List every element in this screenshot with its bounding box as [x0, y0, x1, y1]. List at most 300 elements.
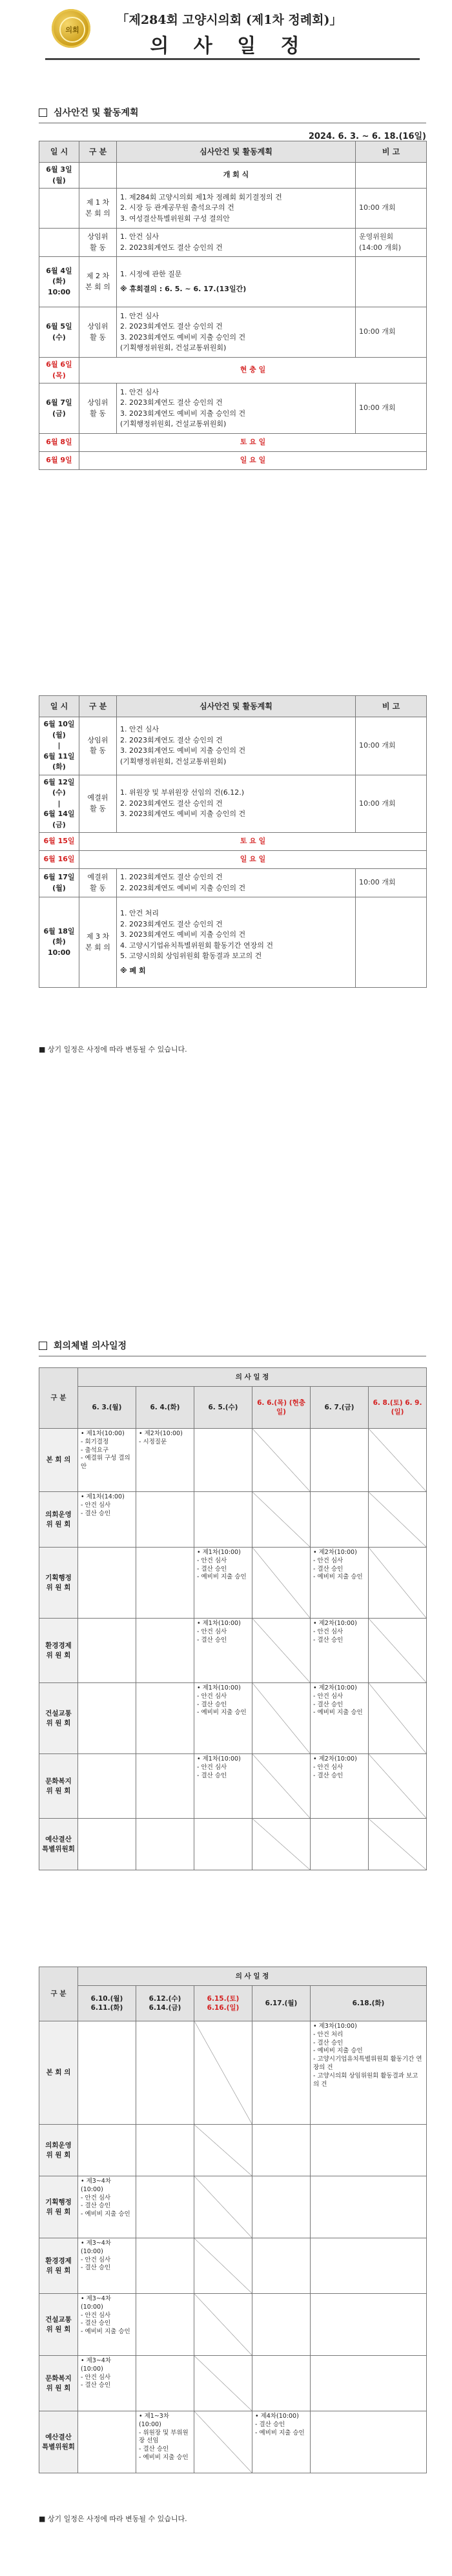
session-cell — [136, 2021, 194, 2125]
date-text: (금) — [52, 820, 66, 829]
session-cell — [194, 1429, 252, 1492]
column-header: 비 고 — [356, 141, 427, 163]
session-line: - 위원장 및 부위원장 선임 — [139, 2429, 189, 2445]
no-session-cell — [369, 1754, 427, 1819]
committee-name: 본 회 의 — [39, 2021, 78, 2125]
date-text: 6월 8일 — [46, 438, 72, 447]
section-heading-agenda — [39, 105, 138, 120]
session-cell — [78, 2356, 136, 2411]
date-text: 6월 12일 — [43, 777, 75, 786]
no-session-cell — [369, 1683, 427, 1754]
session-cell — [136, 1619, 194, 1683]
session-cell — [194, 1548, 252, 1619]
kind-text: 상임위 — [87, 398, 108, 407]
committee-row — [39, 2021, 427, 2125]
session-line: - 결산 승인 — [81, 2264, 111, 2272]
agenda-item: (기획행정위원회, 건설교통위원회) — [120, 757, 227, 766]
session-cell — [252, 2411, 311, 2473]
no-session-cell — [194, 2294, 252, 2356]
agenda-item: 1. 제284회 고양시의회 제1차 정례회 회기결정의 건 — [120, 192, 282, 201]
date-text: 6월 7일 — [46, 398, 72, 407]
note-cell — [356, 189, 427, 229]
session-cell — [311, 1548, 369, 1619]
day-header: 6. 8.(토) 6. 9.(일) — [369, 1387, 427, 1429]
agenda-item: 2. 시장 등 관계공무원 출석요구의 건 — [120, 203, 234, 212]
note-text: (14:00 개회) — [359, 243, 402, 252]
date-text: 6월 11일 — [43, 751, 75, 761]
committee-row — [39, 2176, 427, 2238]
no-session-cell — [252, 1683, 311, 1754]
no-session-cell — [252, 1819, 311, 1870]
session-line: - 안건 처리 — [313, 2030, 344, 2038]
section-title: 심사안건 및 활동계획 — [54, 108, 139, 118]
session-line: - 안건 심사 — [313, 1628, 344, 1635]
kind-text: 제 3 차 — [86, 932, 110, 941]
kind-cell — [79, 229, 117, 257]
day-header: 6.18.(화) — [311, 1986, 427, 2021]
session-cell — [311, 1429, 369, 1492]
session-line: - 안건 심사 — [313, 1692, 344, 1700]
committee-row — [39, 1754, 427, 1819]
agenda-items-cell — [117, 897, 356, 988]
session-line: - 안건 심사 — [81, 1501, 111, 1509]
session-cell — [136, 1548, 194, 1619]
kind-cell — [79, 163, 117, 189]
session-line: - 결산 승인 — [313, 1772, 344, 1779]
council-seal-logo — [52, 9, 90, 48]
session-cell — [311, 2125, 427, 2176]
date-cell — [39, 163, 79, 189]
session-line: - 결산 승인 — [255, 2420, 285, 2428]
kind-cell — [79, 189, 117, 229]
no-session-cell — [252, 1429, 311, 1492]
session-line: - 시정질문 — [139, 1438, 167, 1446]
committee-name: 문화복지 위 원 회 — [39, 1754, 78, 1819]
agenda-item: 2. 2023회계연도 결산 승인의 건 — [120, 398, 223, 407]
square-bullet-icon — [39, 108, 47, 117]
session-line: • 제4차(10:00) — [255, 2413, 299, 2420]
committee-name: 예산결산 특별위원회 — [39, 1819, 78, 1870]
session-line: - 예비비 지출 승인 — [313, 1709, 363, 1717]
committee-row — [39, 2356, 427, 2411]
kind-text: 활 동 — [90, 804, 106, 813]
agenda-item: 3. 2023회계연도 예비비 지출 승인의 건 — [120, 409, 246, 418]
committee-name: 문화복지 위 원 회 — [39, 2356, 78, 2411]
session-cell — [252, 2021, 311, 2125]
committee-name: 기획행정 위 원 회 — [39, 1548, 78, 1619]
session-line: - 예비비 지출 승인 — [81, 2328, 130, 2336]
note-text: 10:00 개회 — [359, 327, 396, 336]
holiday-label-cell — [79, 452, 427, 470]
agenda-item: 5. 고양시의회 상임위원회 활동결과 보고의 건 — [120, 952, 262, 960]
agenda-item: 2. 2023회계연도 결산 승인의 건 — [120, 735, 223, 744]
agenda-item: 개 회 식 — [223, 170, 249, 179]
date-text: (화) — [52, 277, 66, 286]
committee-name: 의회운영 위 원 회 — [39, 2125, 78, 2176]
schedule-row — [39, 869, 427, 897]
session-cell — [78, 2294, 136, 2356]
agenda-item: 3. 여성결산특별위원회 구성 결의안 — [120, 214, 230, 223]
session-line: - 안건 심사 — [313, 1763, 344, 1771]
kind-text: 활 동 — [90, 883, 106, 892]
date-text: (금) — [52, 409, 66, 418]
holiday-label-cell — [79, 851, 427, 869]
table-header-row — [39, 141, 427, 163]
session-cell — [136, 1819, 194, 1870]
date-cell — [39, 383, 79, 434]
kind-text: 예결위 — [87, 793, 108, 802]
session-line: - 결산 승인 — [313, 2039, 344, 2047]
note-cell — [356, 257, 427, 307]
session-cell — [311, 2356, 427, 2411]
session-line: • 제3~4차(10:00) — [81, 2240, 112, 2255]
session-cell — [311, 1492, 369, 1548]
schedule-row — [39, 189, 427, 229]
session-line: - 안건 심사 — [197, 1557, 227, 1564]
no-session-cell — [369, 1492, 427, 1548]
session-line: • 제3차(10:00) — [313, 2023, 357, 2030]
session-line: - 안건 심사 — [197, 1628, 227, 1635]
agenda-item: 1. 2023회계연도 결산 승인의 건 — [120, 873, 223, 881]
agenda-item: 3. 2023회계연도 예비비 지출 승인의 건 — [120, 930, 246, 939]
agenda-item: 1. 안건 심사 — [120, 725, 159, 734]
session-period: 2024. 6. 3. ~ 6. 18.(16일) — [308, 132, 426, 141]
session-cell — [311, 2176, 427, 2238]
kind-text: 활 동 — [90, 409, 106, 418]
kind-text: 본 회 의 — [85, 282, 110, 291]
date-cell — [39, 229, 79, 257]
no-session-cell — [369, 1429, 427, 1492]
agenda-items-cell — [117, 229, 356, 257]
note-cell — [356, 229, 427, 257]
session-cell — [252, 2238, 311, 2294]
session-cell — [78, 1548, 136, 1619]
committee-row — [39, 1548, 427, 1619]
footnote-agenda: ■ 상기 일정은 사정에 따라 변동될 수 있습니다. — [39, 1045, 187, 1054]
session-line: - 결산 승인 — [81, 1509, 111, 1517]
no-session-cell — [194, 2125, 252, 2176]
agenda-item: 3. 2023회계연도 예비비 지출 승인의 건 — [120, 332, 246, 342]
day-header: 6. 6.(목) (현충일) — [252, 1387, 311, 1429]
schedule-row — [39, 383, 427, 434]
session-cell — [78, 2021, 136, 2125]
agenda-table-part1 — [39, 141, 427, 470]
column-header: 구 분 — [79, 696, 117, 717]
agenda-items-cell — [117, 717, 356, 775]
session-line: - 예비비 지출 승인 — [197, 1573, 247, 1581]
page-title: 의 사 일 정 — [150, 35, 309, 57]
column-header: 비 고 — [356, 696, 427, 717]
session-line: - 결산 승인 — [313, 1701, 344, 1708]
day-header: 6.17.(월) — [252, 1986, 311, 2021]
note-cell — [356, 775, 427, 833]
session-line: • 제2차(10:00) — [139, 1430, 183, 1437]
session-cell — [252, 2294, 311, 2356]
date-text: 6월 10일 — [43, 720, 75, 728]
session-cell — [78, 1492, 136, 1548]
note-text: 운영위원회 — [359, 232, 394, 241]
kind-cell — [79, 717, 117, 775]
committee-name: 의회운영 위 원 회 — [39, 1492, 78, 1548]
session-line: • 제3~4차(10:00) — [81, 2178, 112, 2193]
date-text: 6월 16일 — [43, 855, 75, 864]
schedule-row — [39, 717, 427, 775]
agenda-item: 3. 2023회계연도 예비비 지출 승인의 건 — [120, 746, 246, 755]
committee-name: 건설교통 위 원 회 — [39, 2294, 78, 2356]
kind-text: 활 동 — [90, 243, 106, 252]
agenda-item: ※ 휴회결의 : 6. 5. ~ 6. 17.(13일간) — [120, 284, 247, 293]
agenda-item: 1. 안건 처리 — [120, 909, 159, 917]
note-text: 10:00 개회 — [359, 741, 396, 750]
date-cell — [39, 452, 79, 470]
agenda-items-cell — [117, 163, 356, 189]
committee-row — [39, 2125, 427, 2176]
agenda-items-cell — [117, 775, 356, 833]
session-cell — [78, 1683, 136, 1754]
note-cell — [356, 717, 427, 775]
session-cell — [311, 2021, 427, 2125]
date-text: (월) — [52, 730, 66, 739]
kind-text: 상임위 — [87, 232, 108, 241]
session-cell — [136, 2356, 194, 2411]
note-cell — [356, 869, 427, 897]
schedule-group-header: 의 사 일 정 — [78, 1368, 427, 1387]
session-cell — [194, 1492, 252, 1548]
date-text: 6월 9일 — [46, 456, 72, 465]
date-text: (화) — [52, 937, 66, 946]
session-cell — [311, 2294, 427, 2356]
holiday-label-cell — [79, 833, 427, 851]
agenda-table-part2 — [39, 695, 427, 988]
session-line: - 결산 승인 — [197, 1701, 227, 1708]
session-line: - 결산 승인 — [81, 2382, 111, 2389]
session-line: - 안건 심사 — [81, 2194, 111, 2202]
day-header: 6. 5.(수) — [194, 1387, 252, 1429]
session-cell — [252, 2356, 311, 2411]
grid-header-row — [39, 1967, 427, 1986]
agenda-item: 2. 2023회계연도 결산 승인의 건 — [120, 322, 223, 331]
kind-cell — [79, 869, 117, 897]
kind-text: 상임위 — [87, 322, 108, 331]
date-text: | — [57, 741, 61, 750]
schedule-row — [39, 833, 427, 851]
session-line: - 결산 승인 — [81, 2202, 111, 2210]
date-cell — [39, 307, 79, 358]
session-line: • 제1차(10:00) — [197, 1755, 241, 1763]
session-cell — [136, 1754, 194, 1819]
session-cell — [194, 1819, 252, 1870]
grid-day-row — [39, 1387, 427, 1429]
section-title: 회의체별 의사일정 — [54, 1341, 127, 1351]
date-cell — [39, 833, 79, 851]
session-cell — [311, 1619, 369, 1683]
date-text: 6월 4일 — [46, 266, 72, 275]
no-session-cell — [194, 2238, 252, 2294]
committee-row — [39, 1819, 427, 1870]
date-text: (수) — [52, 788, 66, 797]
session-line: - 고양시기업유치특별위원회 활동기간 연장의 건 — [313, 2056, 422, 2072]
committee-row — [39, 2294, 427, 2356]
agenda-item: 1. 위원장 및 부위원장 선임의 건(6.12.) — [120, 788, 245, 797]
kind-cell — [79, 775, 117, 833]
date-cell — [39, 869, 79, 897]
committee-row — [39, 1683, 427, 1754]
grid-header-row — [39, 1368, 427, 1387]
committee-row — [39, 1429, 427, 1492]
date-cell — [39, 897, 79, 988]
session-title: 「제284회 고양시의회 (제1차 정례회)」 — [116, 13, 342, 27]
no-session-cell — [252, 1754, 311, 1819]
session-line: - 예비비 지출 승인 — [139, 2454, 189, 2462]
schedule-row — [39, 775, 427, 833]
session-line: • 제2차(10:00) — [313, 1549, 357, 1556]
schedule-row — [39, 434, 427, 452]
session-cell — [252, 2125, 311, 2176]
date-cell — [39, 851, 79, 869]
agenda-item: 4. 고양시기업유치특별위원회 활동기간 연장의 건 — [120, 941, 273, 950]
agenda-item: 2. 2023회계연도 결산 승인의 건 — [120, 919, 223, 928]
session-line: - 안건 심사 — [81, 2311, 111, 2319]
kind-cell — [79, 897, 117, 988]
date-text: 6월 17일 — [43, 873, 75, 881]
session-line: - 예비비 지출 승인 — [255, 2429, 305, 2437]
agenda-item: (기획행정위원회, 건설교통위원회) — [120, 420, 227, 428]
date-cell — [39, 358, 79, 383]
session-line: - 고양시의회 상임위원회 활동결과 보고의 건 — [313, 2072, 418, 2088]
date-cell — [39, 775, 79, 833]
session-line: - 예비비 지출 승인 — [313, 2047, 363, 2055]
session-line: - 예비비 지출 승인 — [313, 1573, 363, 1581]
day-header: 6. 3.(월) — [78, 1387, 136, 1429]
note-cell — [356, 383, 427, 434]
date-text: (수) — [52, 332, 66, 342]
note-cell — [356, 307, 427, 358]
session-line: • 제2차(10:00) — [313, 1620, 357, 1627]
no-session-cell — [194, 2176, 252, 2238]
session-line: • 제1차(10:00) — [197, 1684, 241, 1692]
agenda-item: ※ 폐 회 — [120, 966, 146, 975]
session-cell — [78, 1754, 136, 1819]
agenda-item: 3. 2023회계연도 예비비 지출 승인의 건 — [120, 810, 246, 818]
no-session-cell — [194, 2356, 252, 2411]
date-cell — [39, 189, 79, 229]
agenda-item: 1. 안건 심사 — [120, 387, 159, 396]
footnote-committee: ■ 상기 일정은 사정에 따라 변동될 수 있습니다. — [39, 2515, 187, 2523]
session-cell — [136, 2125, 194, 2176]
seal-text: 의회 — [59, 17, 85, 43]
agenda-item: (기획행정위원회, 건설교통위원회) — [120, 343, 227, 352]
committee-grid-week1 — [39, 1367, 427, 1870]
committee-row — [39, 1619, 427, 1683]
session-line: - 결산 승인 — [197, 1772, 227, 1779]
column-header: 구 분 — [79, 141, 117, 163]
schedule-group-header: 의 사 일 정 — [78, 1967, 427, 1986]
session-line: • 제1~3차(10:00) — [139, 2413, 170, 2428]
schedule-row — [39, 897, 427, 988]
agenda-item: 1. 안건 심사 — [120, 311, 159, 320]
table-header-row — [39, 696, 427, 717]
date-cell — [39, 257, 79, 307]
agenda-items-cell — [117, 869, 356, 897]
date-text: (월) — [52, 176, 66, 185]
committee-name: 환경경제 위 원 회 — [39, 1619, 78, 1683]
session-line: • 제2차(10:00) — [313, 1684, 357, 1692]
session-cell — [311, 1683, 369, 1754]
day-header: 6.12.(수) 6.14.(금) — [136, 1986, 194, 2021]
session-line: - 안건 심사 — [313, 1557, 344, 1564]
no-session-cell — [252, 1548, 311, 1619]
session-line: - 출석요구 — [81, 1446, 109, 1454]
holiday-text: 토 요 일 — [240, 837, 266, 846]
committee-name: 건설교통 위 원 회 — [39, 1683, 78, 1754]
date-text: (목) — [52, 371, 66, 380]
day-header: 6. 4.(화) — [136, 1387, 194, 1429]
note-text: 10:00 개회 — [359, 203, 396, 212]
session-cell — [194, 1619, 252, 1683]
session-cell — [136, 2176, 194, 2238]
grid-day-row — [39, 1986, 427, 2021]
session-cell — [252, 2176, 311, 2238]
agenda-item: 2. 2023회계연도 예비비 지출 승인의 건 — [120, 883, 246, 892]
schedule-row — [39, 452, 427, 470]
session-line: • 제1차(14:00) — [81, 1493, 125, 1500]
holiday-label-cell — [79, 358, 427, 383]
session-cell — [78, 2125, 136, 2176]
session-line: - 안건 심사 — [197, 1763, 227, 1771]
kind-header: 구 분 — [39, 1967, 78, 2021]
date-text: 10:00 — [47, 287, 70, 296]
holiday-text: 일 요 일 — [240, 855, 266, 864]
session-line: - 안건 심사 — [81, 2373, 111, 2381]
no-session-cell — [194, 2411, 252, 2473]
holiday-text: 현 충 일 — [240, 365, 266, 374]
committee-row — [39, 2238, 427, 2294]
session-line: - 회기결정 — [81, 1438, 109, 1446]
session-line: - 예결위 구성 결의안 — [81, 1455, 130, 1471]
kind-text: 제 1 차 — [86, 198, 110, 207]
committee-name: 환경경제 위 원 회 — [39, 2238, 78, 2294]
date-text: (화) — [52, 762, 66, 771]
note-text: 10:00 개회 — [359, 404, 396, 413]
note-text: 10:00 개회 — [359, 799, 396, 808]
agenda-item: 1. 안건 심사 — [120, 232, 159, 241]
date-text: (월) — [52, 883, 66, 892]
session-cell — [78, 2411, 136, 2473]
committee-name: 본 회 의 — [39, 1429, 78, 1492]
kind-cell — [79, 257, 117, 307]
session-line: - 안건 심사 — [197, 1692, 227, 1700]
session-cell — [311, 2411, 427, 2473]
column-header: 심사안건 및 활동계획 — [117, 141, 356, 163]
session-line: - 결산 승인 — [81, 2320, 111, 2327]
kind-text: 본 회 의 — [85, 943, 110, 952]
schedule-row — [39, 257, 427, 307]
session-cell — [311, 1754, 369, 1819]
session-cell — [78, 1819, 136, 1870]
agenda-item: 2. 2023회계연도 결산 승인의 건 — [120, 799, 223, 808]
day-header: 6.10.(월) 6.11.(화) — [78, 1986, 136, 2021]
kind-text: 활 동 — [90, 746, 106, 755]
session-cell — [136, 1683, 194, 1754]
committee-grid-week2 — [39, 1967, 427, 2473]
date-text: 6월 3일 — [46, 165, 72, 174]
session-line: • 제1차(10:00) — [81, 1430, 125, 1437]
session-line: • 제2차(10:00) — [313, 1755, 357, 1763]
session-cell — [194, 1683, 252, 1754]
column-header: 일 시 — [39, 141, 79, 163]
kind-text: 상임위 — [87, 735, 108, 744]
session-cell — [78, 2238, 136, 2294]
